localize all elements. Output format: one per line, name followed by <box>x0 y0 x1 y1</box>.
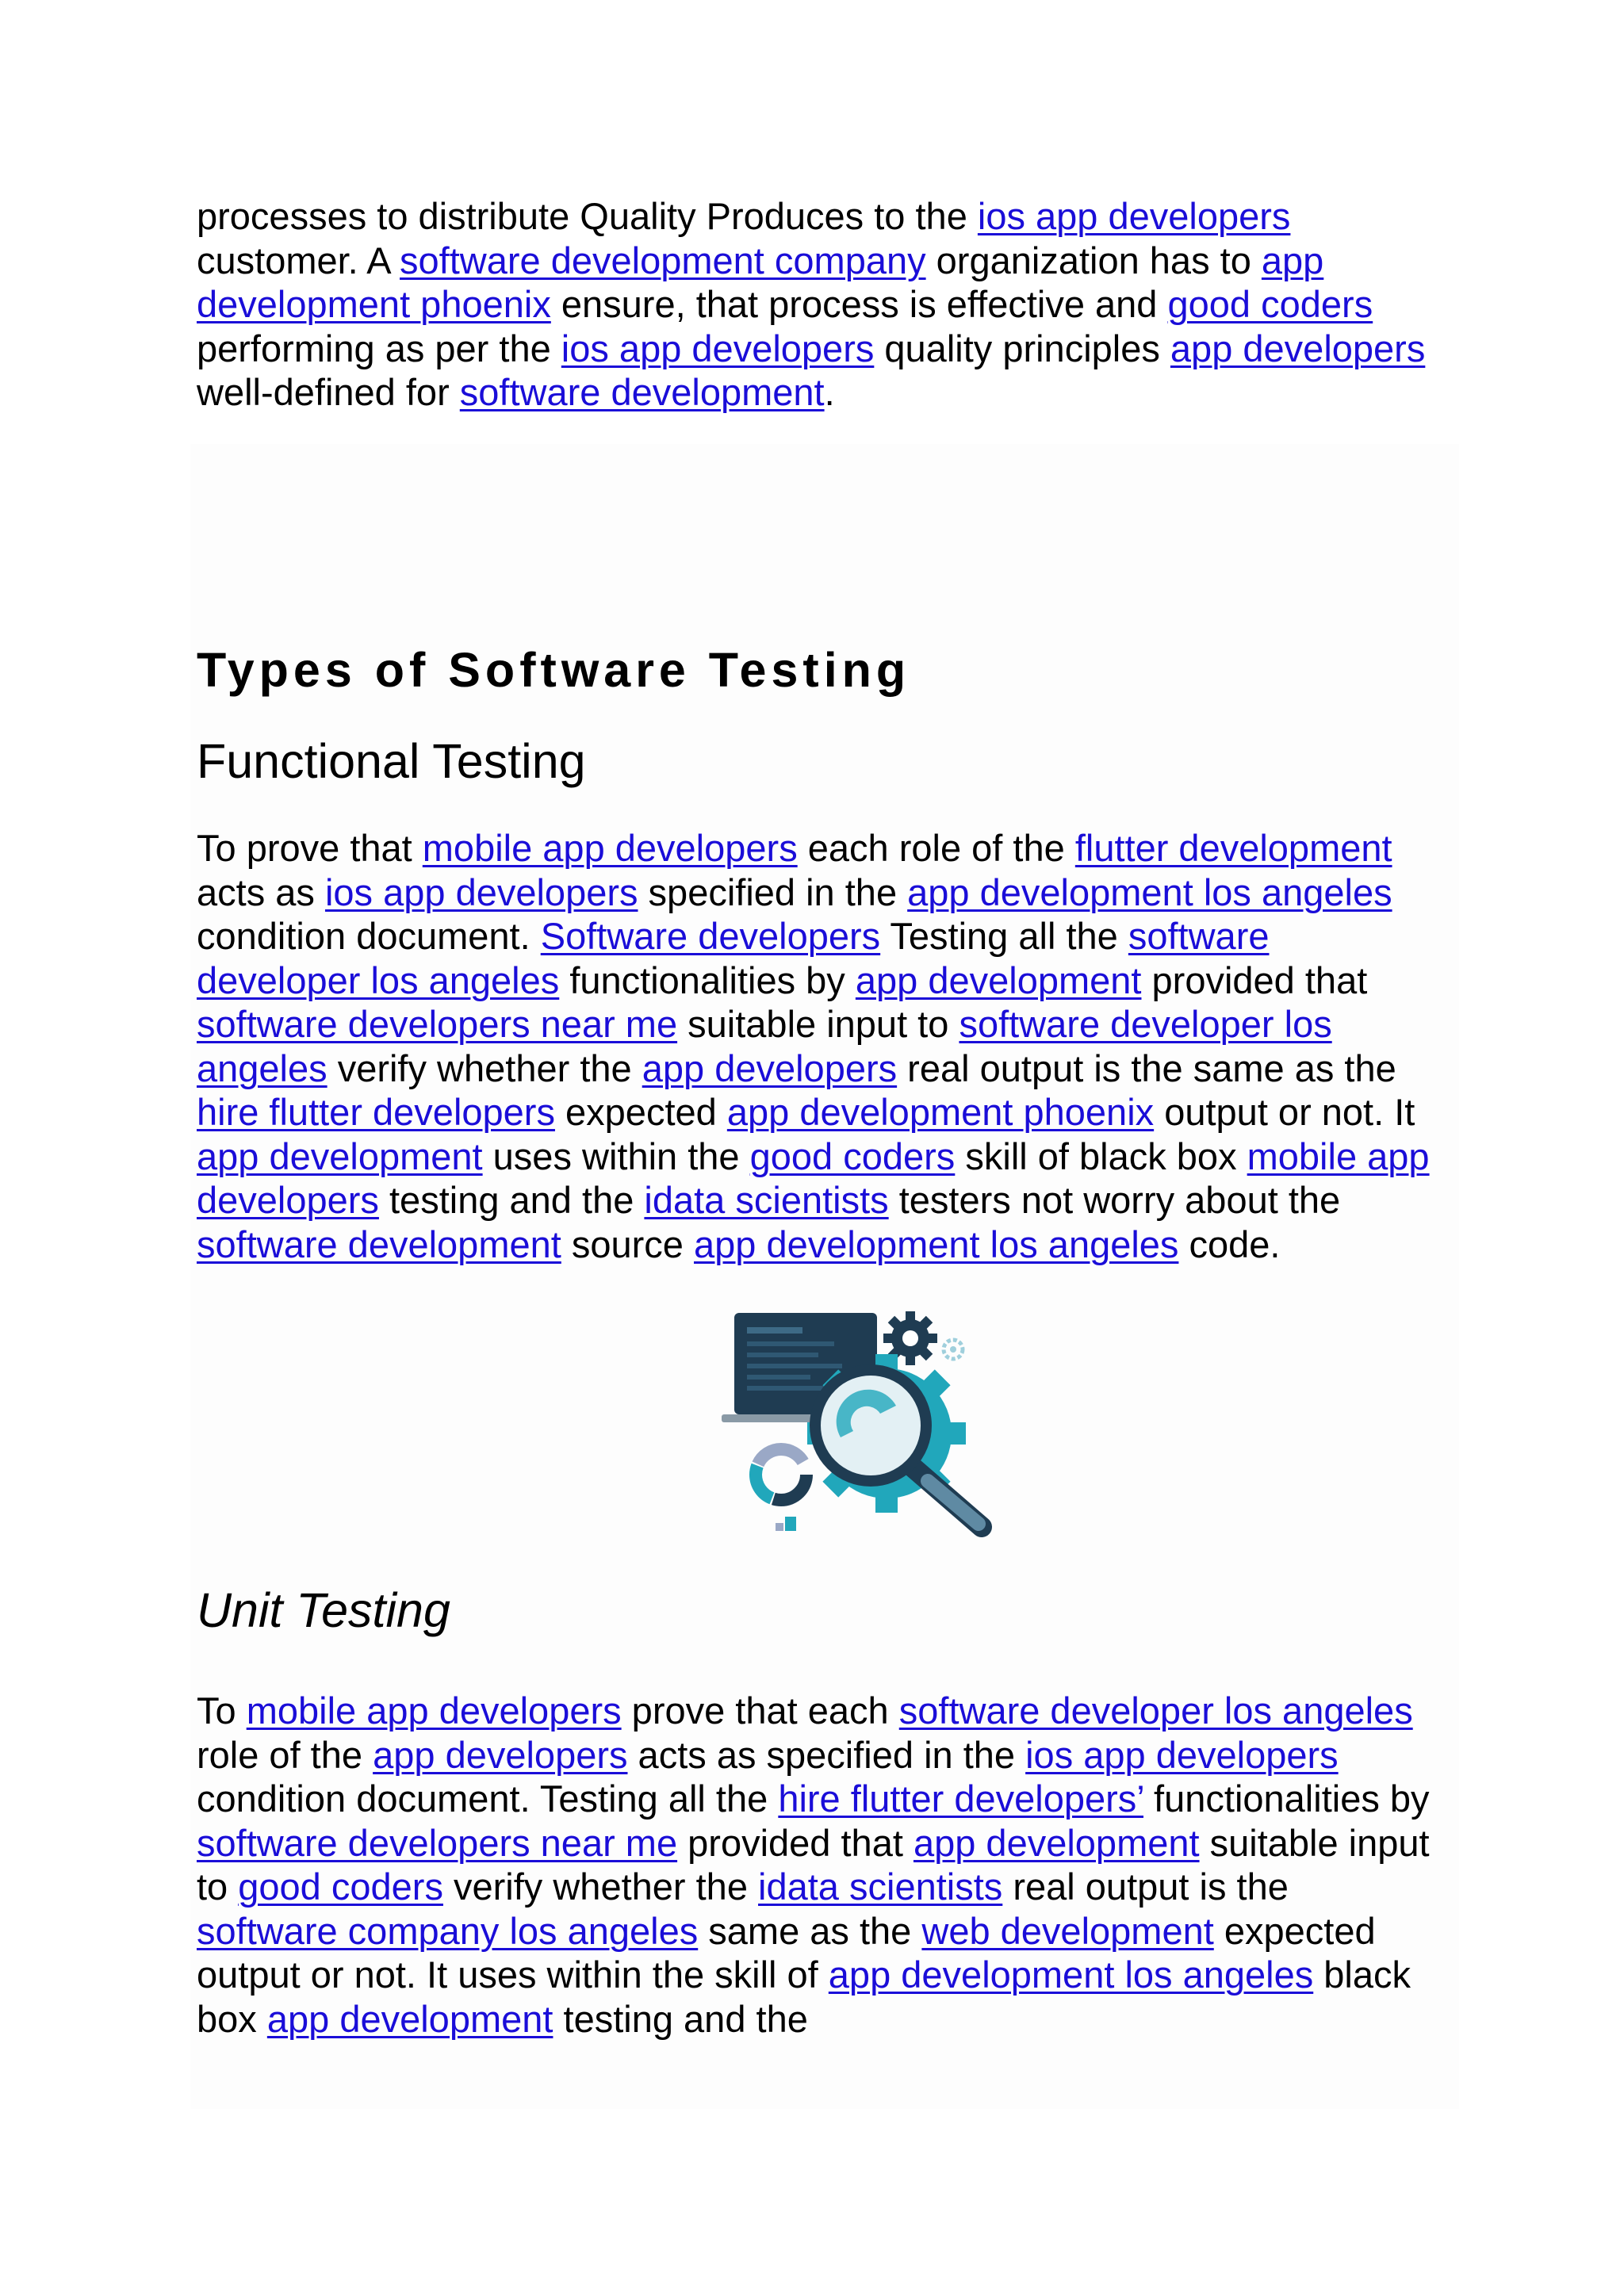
body-text: code. <box>1178 1223 1281 1265</box>
inline-link[interactable]: mobile app developers <box>246 1689 622 1732</box>
body-text: To prove that <box>197 827 423 869</box>
inline-link[interactable]: web development <box>921 1909 1214 1952</box>
body-text: testing and the <box>553 1997 808 2040</box>
inline-link[interactable]: Software developers <box>540 915 881 957</box>
heading-unit-testing: Unit Testing <box>197 1583 450 1637</box>
body-text: real output is the <box>1002 1866 1289 1908</box>
body-text: functionalities by <box>559 959 856 1001</box>
inline-link[interactable]: software developer los angeles <box>898 1689 1413 1732</box>
body-text: Testing all the <box>880 915 1128 957</box>
body-text: output or not. It <box>1154 1091 1415 1133</box>
monitor-line <box>747 1353 818 1357</box>
body-text: expected <box>554 1091 727 1133</box>
body-text: black box <box>197 1954 1411 2040</box>
bar-block <box>776 1523 783 1531</box>
body-text: organization has to <box>925 239 1262 281</box>
body-text: ensure, that process is effective and <box>550 283 1168 325</box>
body-text: acts as specified in the <box>627 1733 1026 1776</box>
body-text: uses within the <box>482 1135 750 1177</box>
inline-link[interactable]: software development <box>197 1223 561 1265</box>
donut-chart-icon <box>756 1449 806 1500</box>
inline-link[interactable]: app development phoenix <box>197 239 1324 325</box>
body-text: source <box>561 1223 694 1265</box>
body-text: performing as per the <box>197 327 561 369</box>
body-text: condition document. Testing all the <box>197 1777 779 1820</box>
body-text: provided that <box>677 1821 914 1864</box>
body-text: processes to distribute Quality Produces to the <box>197 195 978 237</box>
inline-link[interactable]: app development los angeles <box>907 871 1392 913</box>
body-text: To <box>197 1689 247 1732</box>
body-text: condition document. <box>197 915 541 957</box>
body-text: functionalities by <box>1143 1777 1430 1820</box>
inline-link[interactable]: app developers <box>373 1733 628 1776</box>
inline-link[interactable]: software developers near me <box>197 1003 678 1045</box>
monitor-line <box>747 1341 834 1346</box>
unit-testing-paragraph <box>197 1689 1434 2041</box>
body-text: verify whether the <box>327 1047 642 1089</box>
body-text: acts as <box>197 871 325 913</box>
inline-link[interactable]: app developers <box>1170 327 1426 369</box>
inline-link[interactable]: software developer los angeles <box>197 1003 1332 1089</box>
monitor-line <box>747 1386 826 1391</box>
monitor-line <box>747 1364 842 1368</box>
inline-link[interactable]: good coders <box>238 1866 443 1908</box>
inline-link[interactable]: ios app developers <box>324 871 638 913</box>
body-text: quality principles <box>874 327 1170 369</box>
body-text: provided that <box>1141 959 1368 1001</box>
inline-link[interactable]: ios app developers <box>977 195 1291 237</box>
inline-link[interactable]: app development los angeles <box>694 1223 1179 1265</box>
body-text: expected output or not. It uses within the skill of <box>197 1909 1376 1996</box>
body-text: verify whether the <box>442 1866 759 1908</box>
bar-block <box>785 1517 796 1531</box>
inline-link[interactable]: ios app developers <box>1025 1733 1339 1776</box>
inline-link[interactable]: software development <box>459 371 825 413</box>
inline-link[interactable]: app development <box>266 1997 553 2040</box>
inline-link[interactable]: mobile app developers <box>422 827 798 869</box>
inline-link[interactable]: good coders <box>1167 283 1373 325</box>
monitor-line <box>747 1327 802 1334</box>
body-text: each role of the <box>797 827 1075 869</box>
inline-link[interactable]: app developers <box>642 1047 898 1089</box>
inline-link[interactable]: ios app developers <box>561 327 875 369</box>
intro-paragraph <box>197 194 1434 415</box>
body-text: real output is the same as the <box>897 1047 1396 1089</box>
inline-link[interactable]: software developers near me <box>197 1821 678 1864</box>
body-text: skill of black box <box>955 1135 1247 1177</box>
body-text: specified in the <box>638 871 908 913</box>
inline-link[interactable]: app development phoenix <box>726 1091 1155 1133</box>
monitor-line <box>747 1375 810 1380</box>
body-text: role of the <box>197 1733 373 1776</box>
body-text: suitable input to <box>677 1003 959 1045</box>
heading-types-of-software-testing: Types of Software Testing <box>197 643 911 697</box>
body-text: well-defined for <box>197 371 460 413</box>
body-text: . <box>824 371 835 413</box>
software-testing-magnifier-icon <box>722 1299 1007 1544</box>
body-text: prove that each <box>621 1689 899 1732</box>
inline-link[interactable]: hire flutter developers’ <box>778 1777 1143 1820</box>
inline-link[interactable]: hire flutter developers <box>197 1091 555 1133</box>
inline-link[interactable]: flutter development <box>1074 827 1392 869</box>
magnifier-icon <box>815 1370 982 1527</box>
body-text: same as the <box>698 1909 922 1952</box>
inline-link[interactable]: app development <box>913 1821 1200 1864</box>
functional-testing-paragraph <box>197 826 1434 1266</box>
body-text: customer. A <box>197 239 400 281</box>
inline-link[interactable]: software development company <box>400 239 926 281</box>
heading-functional-testing: Functional Testing <box>197 734 586 788</box>
inline-link[interactable]: idata scientists <box>644 1179 889 1221</box>
body-text: testers not worry about the <box>888 1179 1341 1221</box>
small-gear-icon <box>944 1340 963 1359</box>
inline-link[interactable]: software developer los angeles <box>197 915 1270 1001</box>
inline-link[interactable]: idata scientists <box>758 1866 1003 1908</box>
inline-link[interactable]: mobile app developers <box>197 1135 1430 1221</box>
inline-link[interactable]: software company los angeles <box>197 1909 699 1952</box>
body-text: suitable input to <box>197 1821 1430 1908</box>
inline-link[interactable]: good coders <box>749 1135 956 1177</box>
inline-link[interactable]: app development los angeles <box>828 1954 1314 1996</box>
inline-link[interactable]: app development <box>855 959 1142 1001</box>
inline-link[interactable]: app development <box>197 1135 483 1177</box>
body-text: testing and the <box>378 1179 645 1221</box>
